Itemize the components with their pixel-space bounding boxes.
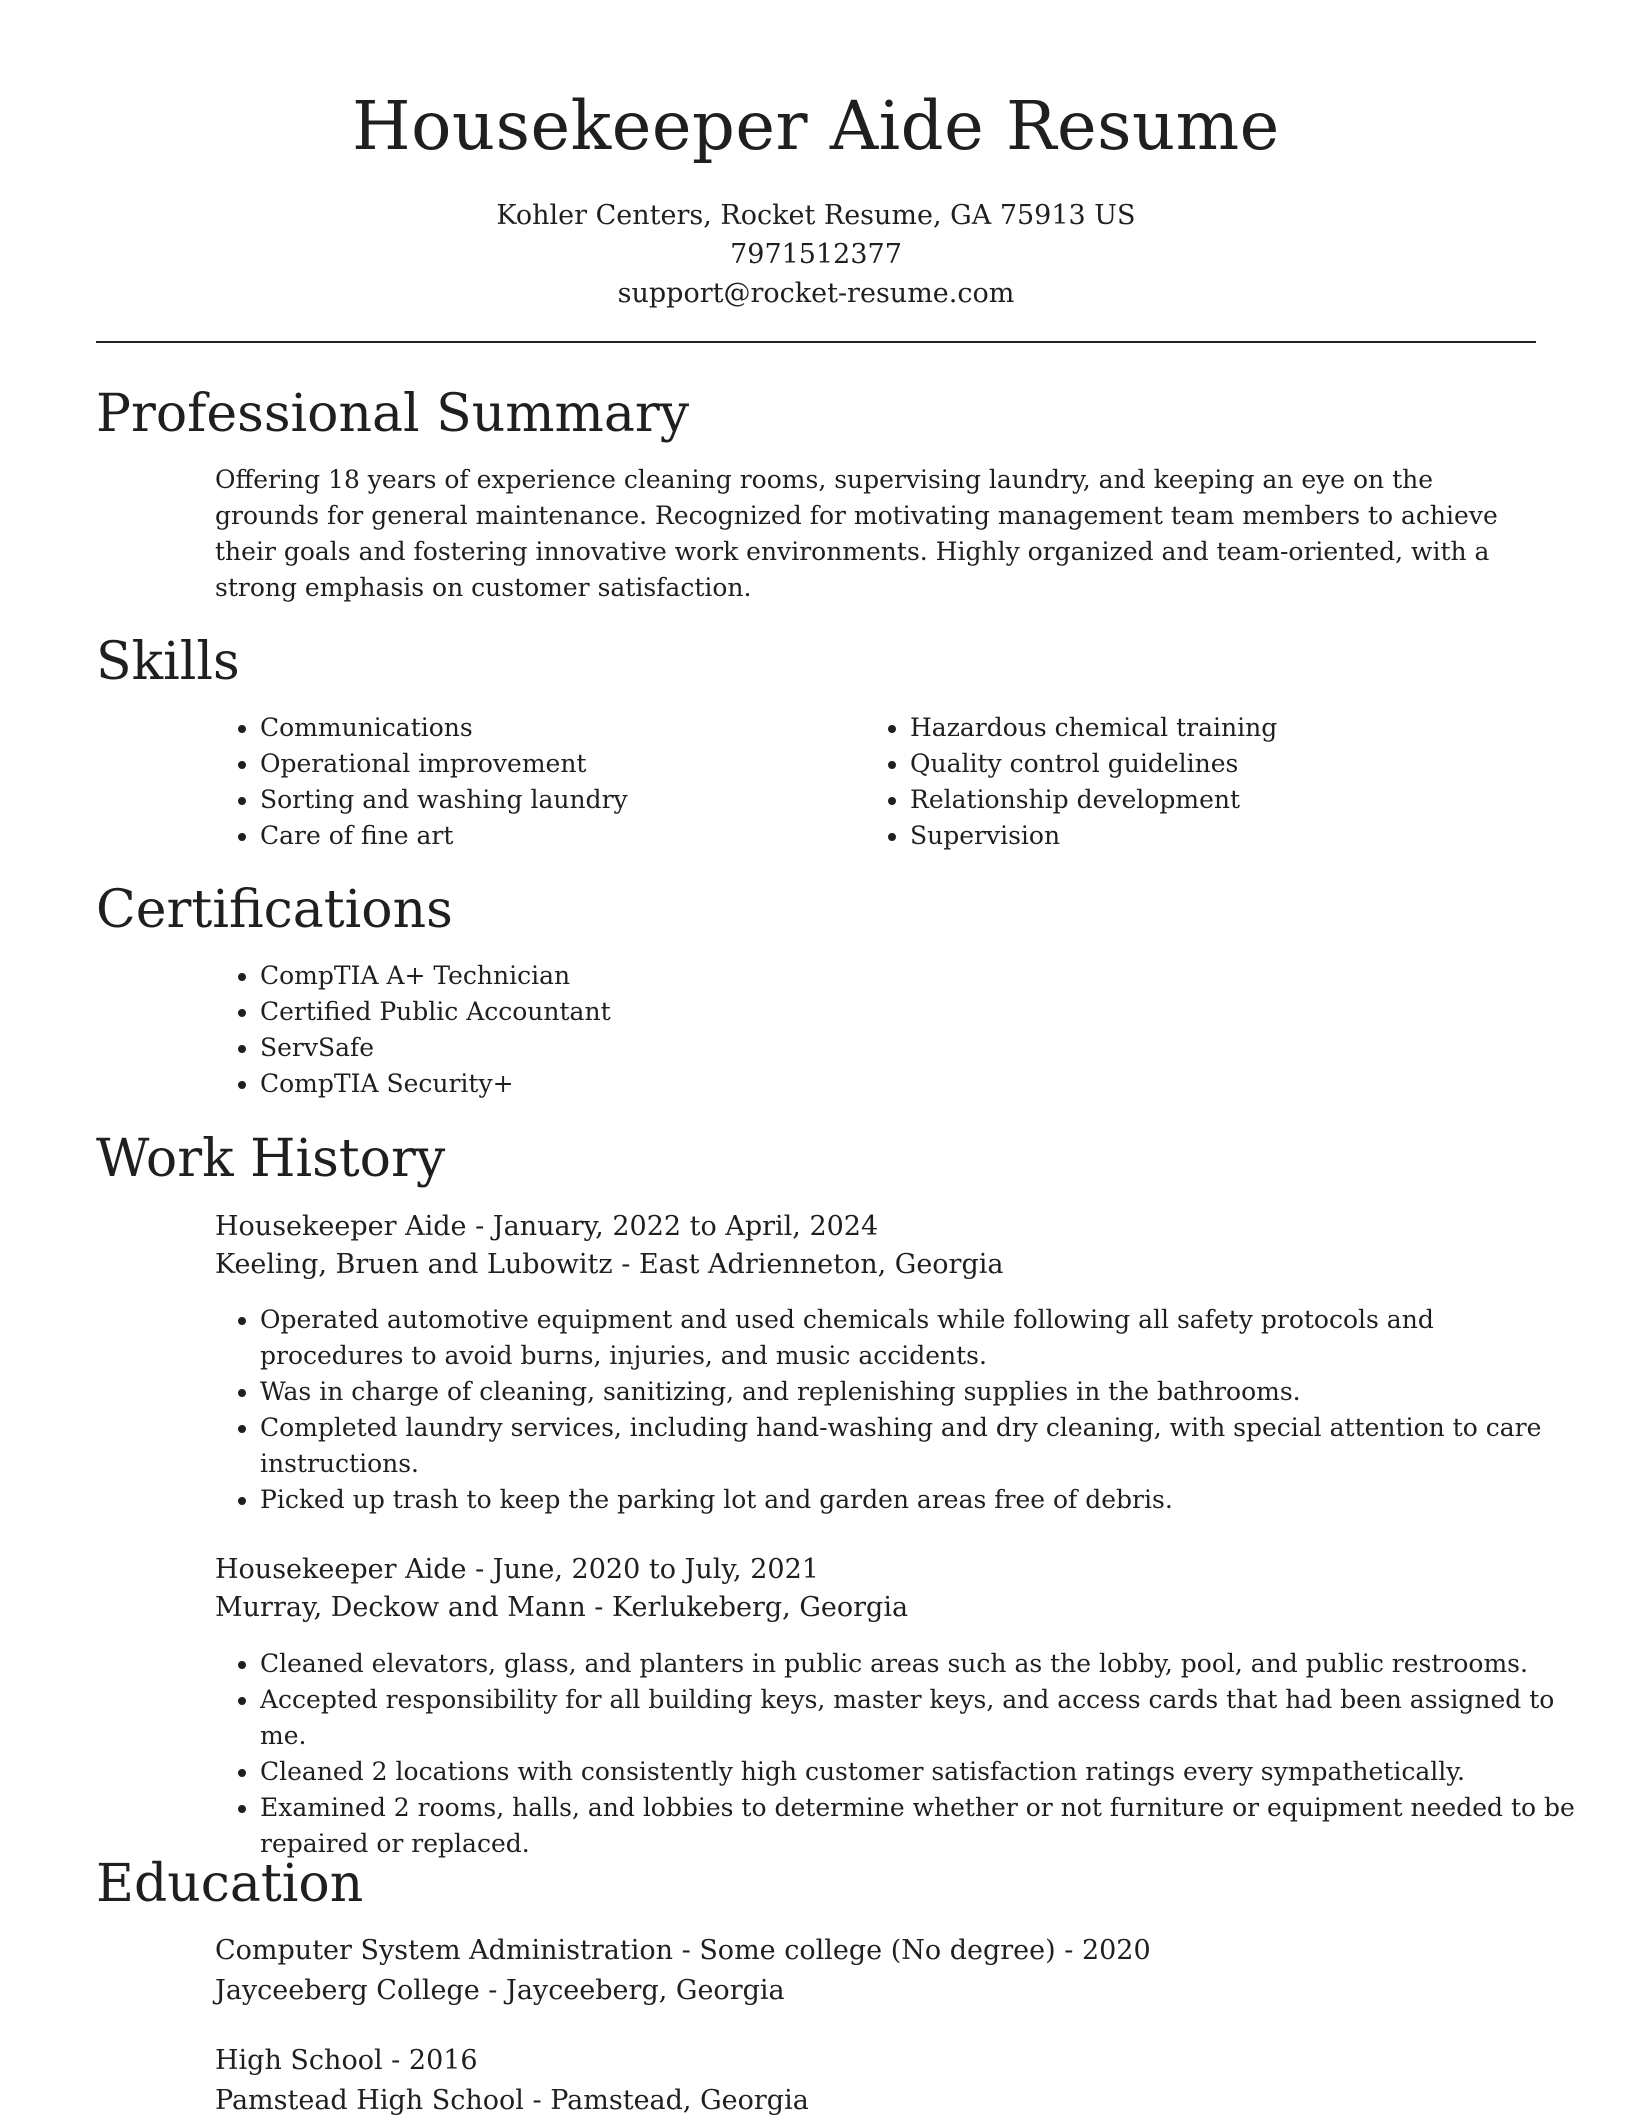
list-item: • Accepted responsibility for all building keys, master keys, and access cards that had been assigned to me. — [260, 1682, 1580, 1754]
resume-title: Housekeeper Aide Resume — [352, 87, 1280, 165]
contact-address: Kohler Centers, Rocket Resume, GA 75913 US — [496, 200, 1136, 231]
list-item: • CompTIA Security+ — [260, 1066, 1560, 1102]
list-item: • Picked up trash to keep the parking lot and garden areas free of debris. — [260, 1482, 1580, 1518]
job-location: East Adrienneton, Georgia — [638, 1249, 1004, 1280]
list-item: • Cleaned elevators, glass, and planters in public areas such as the lobby, pool, and public restrooms. — [260, 1646, 1580, 1682]
job-title-line: Housekeeper Aide - January, 2022 to April, 2024 — [215, 1211, 879, 1242]
summary-heading: Professional Summary — [96, 384, 690, 444]
list-item: • Supervision — [910, 818, 1530, 854]
list-item: • CompTIA A+ Technician — [260, 958, 1560, 994]
skills-heading: Skills — [96, 632, 240, 692]
skills-list-right — [866, 710, 1530, 854]
job-company: Murray, Deckow and Mann — [215, 1592, 586, 1623]
contact-email: support@rocket-resume.com — [617, 278, 1015, 309]
education-year: 2016 — [408, 2045, 478, 2076]
education-field: High School — [215, 2045, 383, 2076]
job-title: Housekeeper Aide — [215, 1211, 467, 1242]
education-degree: Some college (No degree) — [699, 1935, 1056, 1966]
list-item: • Examined 2 rooms, halls, and lobbies to determine whether or not furniture or equipment needed to be repaired or replaced. — [260, 1790, 1580, 1862]
skills-list-left — [216, 710, 860, 854]
header-divider — [96, 341, 1536, 343]
job-title-line: Housekeeper Aide - June, 2020 to July, 2021 — [215, 1554, 819, 1585]
list-item: • ServSafe — [260, 1030, 1560, 1066]
education-degree-line: Computer System Administration - Some college (No degree) - 2020 — [215, 1935, 1151, 1966]
list-item: • Hazardous chemical training — [910, 710, 1530, 746]
list-item: • Operated automotive equipment and used chemicals while following all safety protocols and procedures to avoid burns, injuries, and music accidents. — [260, 1302, 1580, 1374]
job-dates: June, 2020 to July, 2021 — [492, 1554, 819, 1585]
job-company-line: Keeling, Bruen and Lubowitz - East Adrienneton, Georgia — [215, 1249, 1004, 1280]
certifications-list — [216, 958, 1560, 1102]
list-item: • Certified Public Accountant — [260, 994, 1560, 1030]
contact-phone: 7971512377 — [730, 239, 902, 270]
education-school: Jayceeberg College — [215, 1975, 480, 2006]
list-item: • Completed laundry services, including hand-washing and dry cleaning, with special attention to care instructions. — [260, 1410, 1580, 1482]
education-year: 2020 — [1081, 1935, 1151, 1966]
list-item: • Quality control guidelines — [910, 746, 1530, 782]
job-bullets — [216, 1302, 1580, 1518]
summary-text: Offering 18 years of experience cleaning rooms, supervising laundry, and keeping an eye on the grounds for general maintenance. Recognized for motivating management team members to achieve their goals and fostering innovative work environments. Highly organized and team-oriented, with a strong emphasis on customer satisfaction. — [215, 465, 1498, 602]
job-bullets — [216, 1646, 1580, 1862]
education-school-line: Jayceeberg College - Jayceeberg, Georgia — [215, 1975, 785, 2006]
list-item: • Communications — [260, 710, 860, 746]
job-title: Housekeeper Aide — [215, 1554, 467, 1585]
education-school: Pamstead High School — [215, 2085, 524, 2116]
job-location: Kerlukeberg, Georgia — [612, 1592, 909, 1623]
certifications-heading: Certifications — [96, 880, 453, 940]
education-school-line: Pamstead High School - Pamstead, Georgia — [215, 2085, 809, 2116]
job-company-line: Murray, Deckow and Mann - Kerlukeberg, Georgia — [215, 1592, 909, 1623]
education-location: Jayceeberg, Georgia — [506, 1975, 785, 2006]
contact-block — [0, 196, 1632, 313]
education-field: Computer System Administration — [215, 1935, 674, 1966]
education-heading: Education — [96, 1854, 364, 1914]
list-item: • Was in charge of cleaning, sanitizing, and replenishing supplies in the bathrooms. — [260, 1374, 1580, 1410]
education-location: Pamstead, Georgia — [550, 2085, 809, 2116]
list-item: • Cleaned 2 locations with consistently high customer satisfaction ratings every sympathetically. — [260, 1754, 1580, 1790]
list-item: • Care of fine art — [260, 818, 860, 854]
list-item: • Relationship development — [910, 782, 1530, 818]
list-item: • Sorting and washing laundry — [260, 782, 860, 818]
list-item: • Operational improvement — [260, 746, 860, 782]
education-degree-line: High School - 2016 — [215, 2045, 478, 2076]
work-history-heading: Work History — [96, 1129, 446, 1189]
resume-header — [0, 0, 1632, 313]
job-dates: January, 2022 to April, 2024 — [492, 1211, 879, 1242]
job-company: Keeling, Bruen and Lubowitz — [215, 1249, 613, 1280]
